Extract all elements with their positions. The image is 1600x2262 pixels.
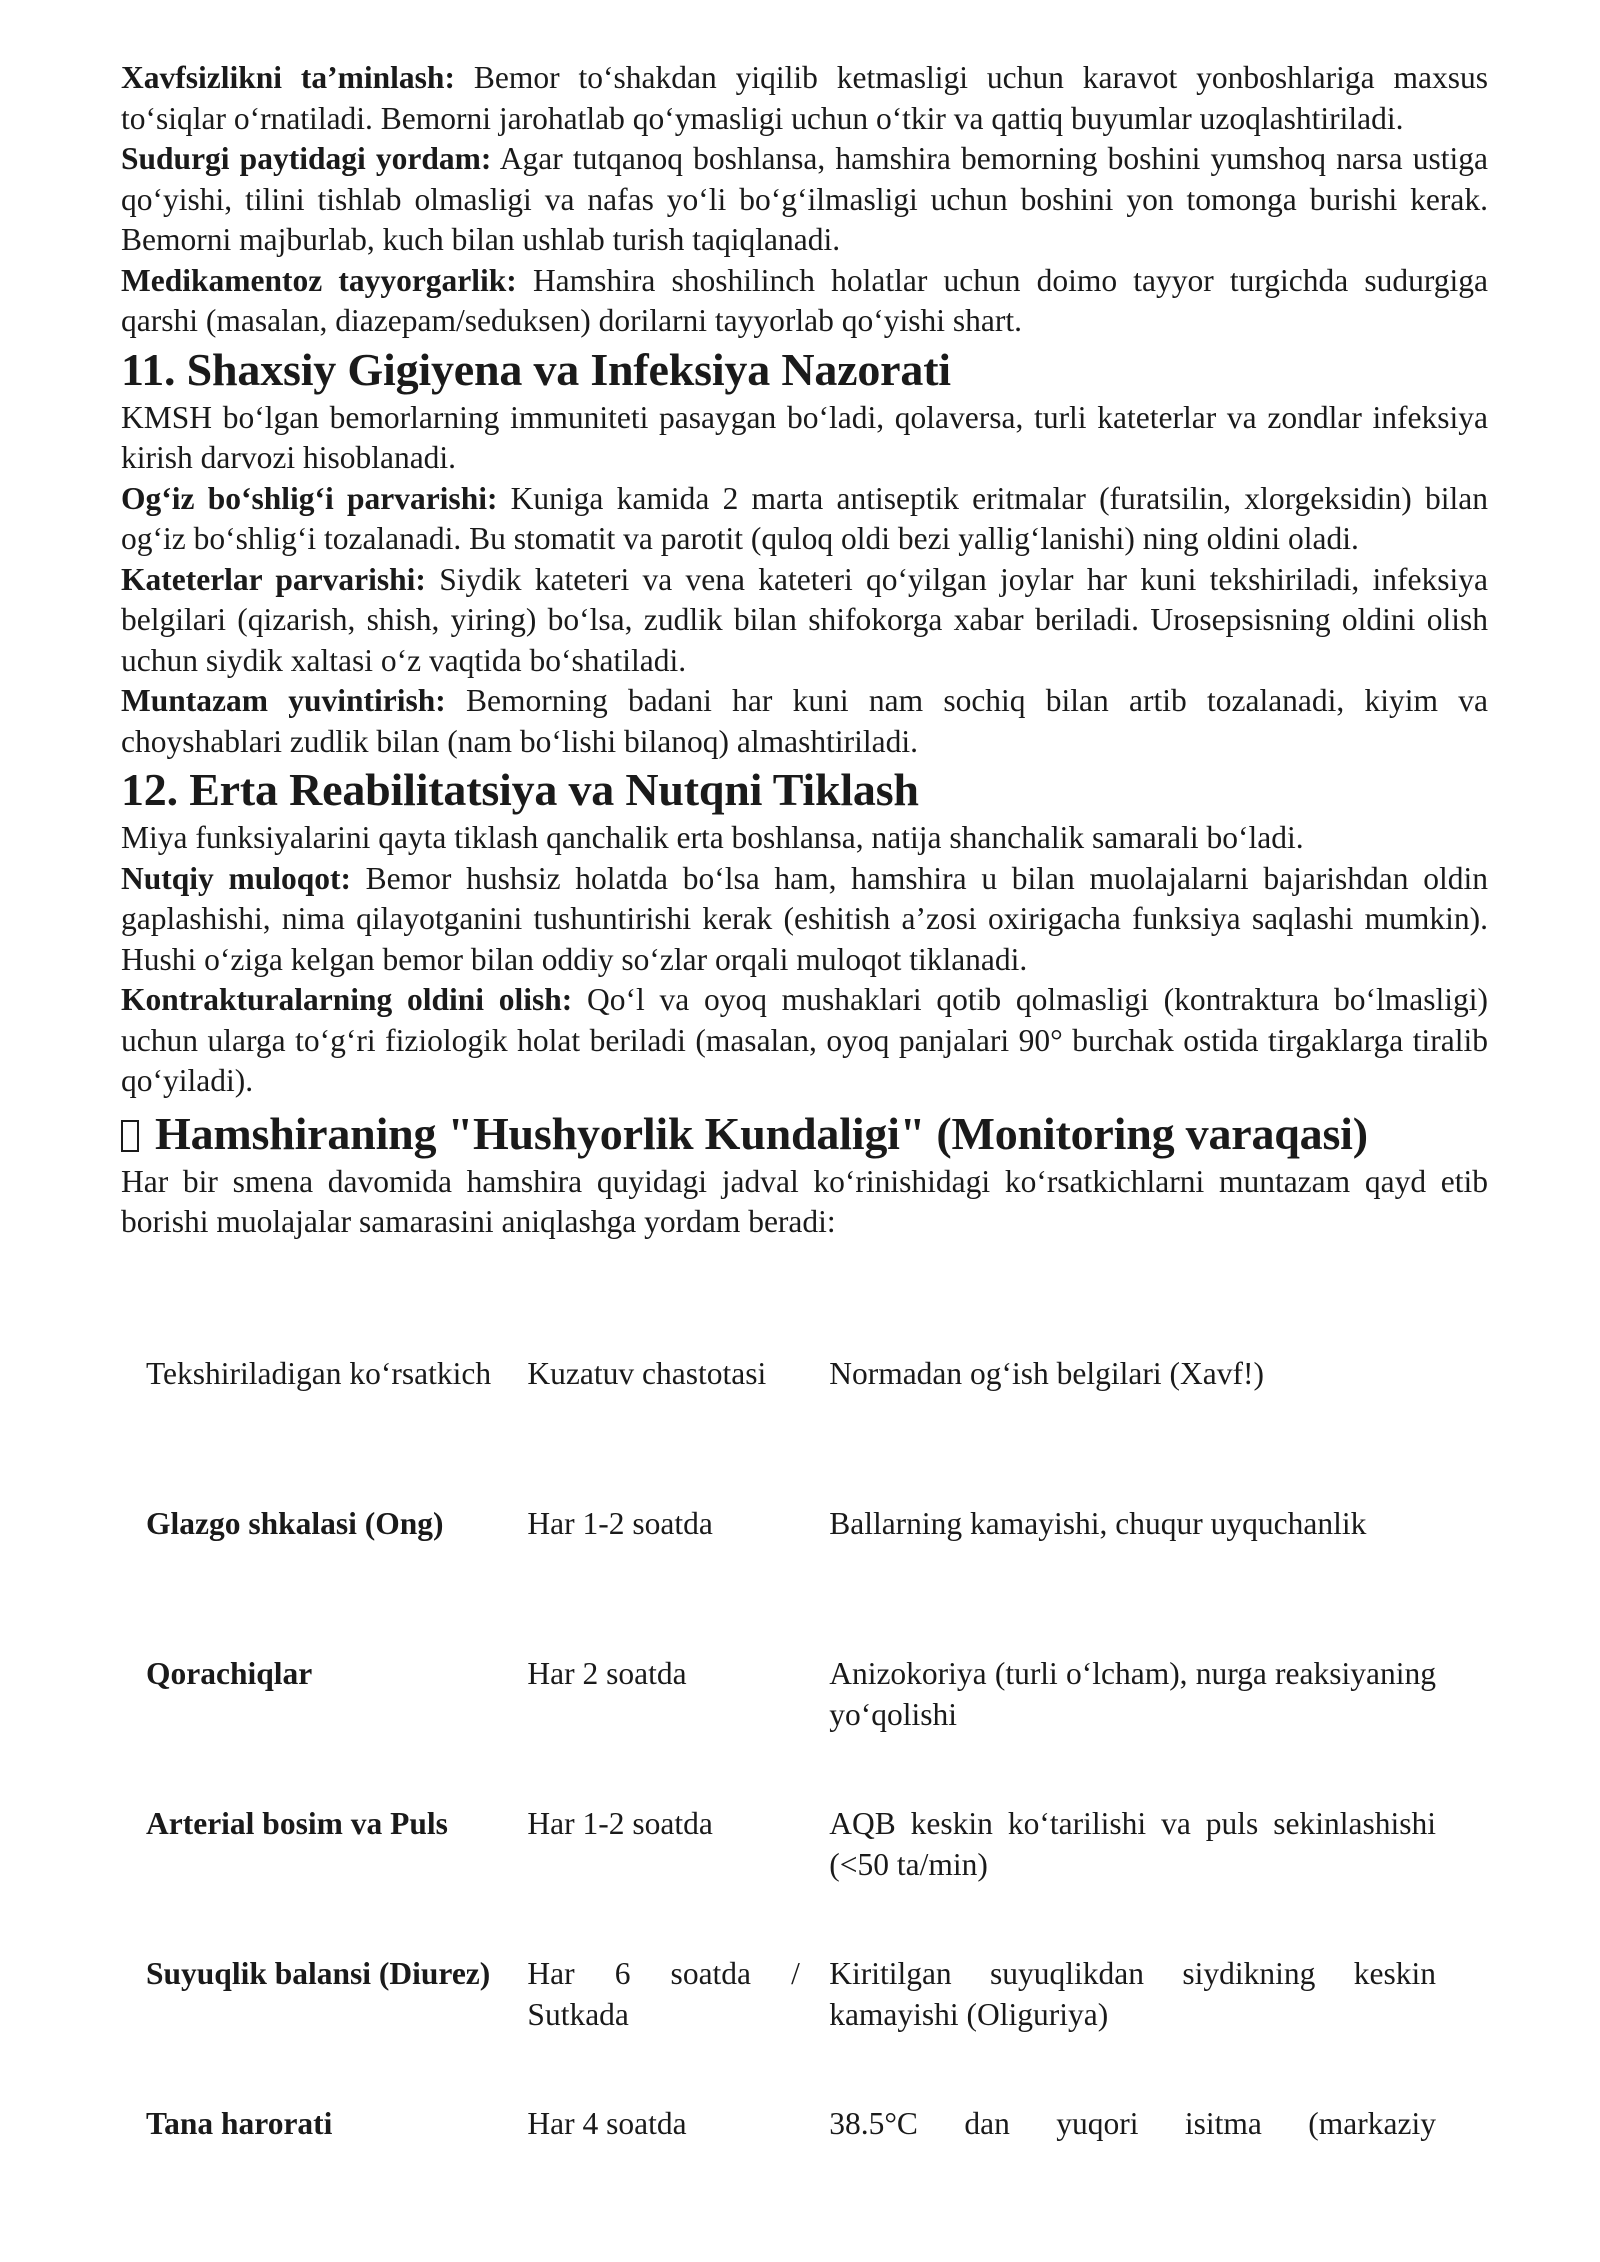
paragraph-medication (121, 261, 1488, 342)
table-cell-warning: Ballarning kamayishi, chuqur uyquchanlik (829, 1506, 1367, 1541)
table-cell-warning: Kiritilgan suyuqlikdan siydikning keskin kamayishi (Oliguriya) (829, 1956, 1436, 2032)
paragraph-label: Kontrakturalarning oldini olish: (121, 982, 573, 1017)
table-cell-frequency: Har 4 soatda (527, 2106, 687, 2141)
table-header-cell: Tekshiriladigan ko‘rsatkich (146, 1356, 492, 1391)
table-header-cell: Kuzatuv chastotasi (527, 1356, 767, 1391)
paragraph-speech (121, 859, 1488, 981)
section-12-heading: 12. Erta Reabilitatsiya va Nutqni Tiklash (121, 764, 919, 815)
table-row (146, 1804, 1436, 1954)
table-cell-indicator: Qorachiqlar (146, 1656, 313, 1691)
paragraph-washing (121, 681, 1488, 762)
table-cell-indicator: Arterial bosim va Puls (146, 1806, 448, 1841)
paragraph-catheter-care (121, 560, 1488, 682)
table-cell-warning: AQB keskin ko‘tarilishi va puls sekinlashishi (<50 ta/min) (829, 1806, 1436, 1882)
paragraph-text: Agar tutqanoq boshlansa, hamshira bemorning boshini yumshoq narsa ustiga qo‘yishi, tilini tishlab olmasligi va nafas yo‘li bo‘g‘ilmasligi uchun boshini yon tomonga burishi kerak. Bemorni majburlab, kuch bilan ushlab turish taqiqlanadi. (121, 141, 1488, 257)
table-cell-warning: 38.5°C dan yuqori isitma (markaziy (829, 2106, 1436, 2141)
monitoring-intro: Har bir smena davomida hamshira quyidagi jadval ko‘rinishidagi ko‘rsatkichlarni muntazam qayd etib borishi muolajalar samarasini aniqlashga yordam beradi: (121, 1163, 1488, 1239)
table-row (146, 1654, 1436, 1804)
table-cell-indicator: Suyuqlik balansi (Diurez) (146, 1956, 491, 1991)
table-cell-frequency: Har 1-2 soatda (527, 1806, 713, 1841)
paragraph-text: Bemor to‘shakdan yiqilib ketmasligi uchun karavot yonboshlariga maxsus to‘siqlar o‘rnatiladi. Bemorni jarohatlab qo‘ymasligi uchun o‘tkir va qattiq buyumlar uzoqlashtiriladi. (121, 60, 1488, 136)
paragraph-seizure-aid (121, 139, 1488, 261)
paragraph-label: Sudurgi paytidagi yordam: (121, 141, 492, 176)
monitoring-heading (121, 1106, 1488, 1162)
table-cell-frequency: Har 1-2 soatda (527, 1506, 713, 1541)
table-cell-frequency: Har 6 soatda / Sutkada (527, 1956, 800, 2032)
missing-glyph-icon (121, 1120, 139, 1152)
table-header-row (146, 1354, 1436, 1504)
table-header-cell: Normadan og‘ish belgilari (Xavf!) (829, 1356, 1264, 1391)
paragraph-label: Medikamentoz tayyorgarlik: (121, 262, 517, 298)
section-11-heading: 11. Shaxsiy Gigiyena va Infeksiya Nazorati (121, 343, 951, 395)
monitoring-heading-text: Hamshiraning "Hushyorlik Kundaligi" (Monitoring varaqasi) (155, 1107, 1368, 1159)
paragraph-contracture (121, 980, 1488, 1102)
paragraph-safety (121, 58, 1488, 139)
paragraph-label: Muntazam yuvintirish: (121, 683, 446, 718)
table-cell-warning: Anizokoriya (turli o‘lcham), nurga reaksiyaning yo‘qolishi (829, 1656, 1436, 1732)
paragraph-text: Hamshira shoshilinch holatlar uchun doimo tayyor turgichda sudurgiga qarshi (masalan, diazepam/seduksen) dorilarni tayyorlab qo‘yishi shart. (121, 262, 1488, 338)
paragraph-label: Kateterlar parvarishi: (121, 561, 426, 597)
paragraph-text: Siydik kateteri va vena kateteri qo‘yilgan joylar har kuni tekshiriladi, infeksiya belgilari (qizarish, shish, yiring) bo‘lsa, zudlik bilan shifokorga xabar beriladi. Urosepsisning oldini olish uchun siydik xaltasi o‘z vaqtida bo‘shatiladi. (121, 561, 1488, 678)
paragraph-text: Bemorning badani har kuni nam sochiq bilan artib tozalanadi, kiyim va choyshablari zudlik bilan (nam bo‘lishi bilanoq) almashtiriladi. (121, 683, 1488, 759)
table-row (146, 2104, 1436, 2254)
table-cell-indicator: Tana harorati (146, 2106, 333, 2141)
paragraph-text: Qo‘l va oyoq mushaklari qotib qolmasligi (kontraktura bo‘lmasligi) uchun ularga to‘g‘ri fiziologik holat beriladi (masalan, oyoq panjalari 90° burchak ostida tirgaklarga tiralib qo‘yiladi). (121, 982, 1488, 1098)
section-11-intro: KMSH bo‘lgan bemorlarning immuniteti pasaygan bo‘ladi, qolaversa, turli kateterlar va zondlar infeksiya kirish darvozi hisoblanadi. (121, 399, 1488, 475)
paragraph-text: Bemor hushsiz holatda bo‘lsa ham, hamshira u bilan muolajalarni bajarishdan oldin gaplashishi, nima qilayotganini tushuntirishi kerak (eshitish a’zosi oxirigacha funksiya saqlashi mumkin). Hushi o‘ziga kelgan bemor bilan oddiy so‘zlar orqali muloqot tiklanadi. (121, 860, 1488, 977)
document-page (121, 58, 1488, 2141)
paragraph-label: Xavfsizlikni ta’minlash: (121, 60, 455, 95)
paragraph-text: Kuniga kamida 2 marta antiseptik eritmalar (furatsilin, xlorgeksidin) bilan og‘iz bo‘shlig‘i tozalanadi. Bu stomatit va parotit (quloq oldi bezi yallig‘lanishi) ning oldini oladi. (121, 480, 1488, 556)
paragraph-label: Nutqiy muloqot: (121, 860, 351, 896)
monitoring-table (146, 1354, 1436, 2254)
table-row (146, 1954, 1436, 2104)
table-row (146, 1504, 1436, 1654)
table-cell-frequency: Har 2 soatda (527, 1656, 687, 1691)
table-cell-indicator: Glazgo shkalasi (Ong) (146, 1506, 444, 1541)
paragraph-label: Og‘iz bo‘shlig‘i parvarishi: (121, 480, 498, 516)
section-12-intro: Miya funksiyalarini qayta tiklash qanchalik erta boshlansa, natija shanchalik samarali bo‘ladi. (121, 820, 1304, 855)
paragraph-oral-care (121, 479, 1488, 560)
